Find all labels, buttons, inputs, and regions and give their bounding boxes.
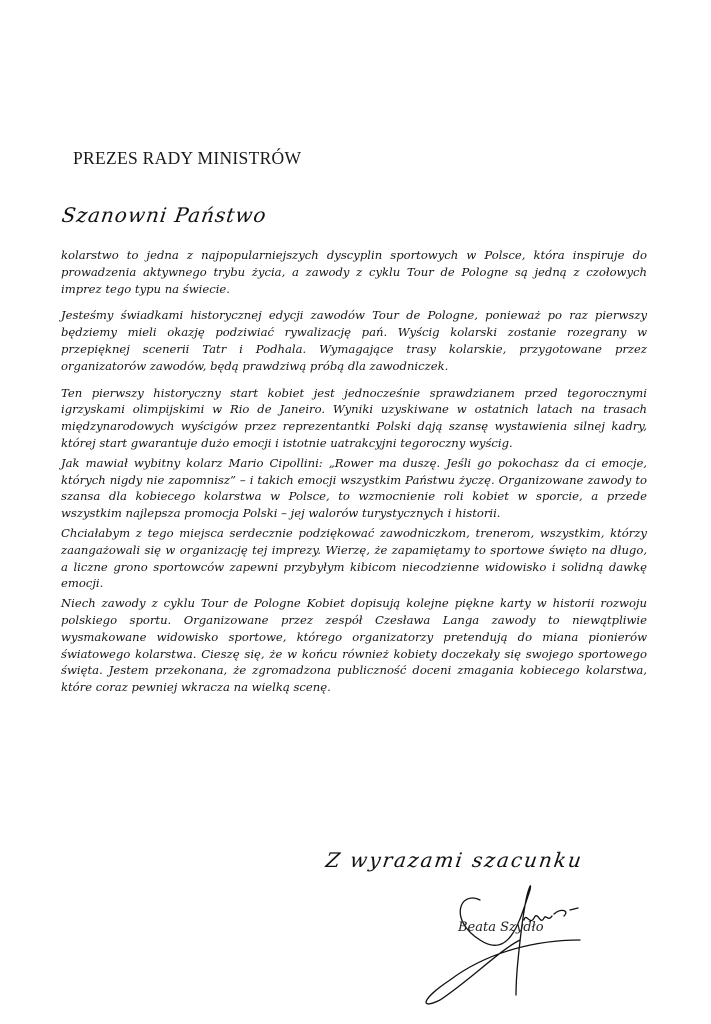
paragraph: Ten pierwszy historyczny start kobiet jest jednocześnie sprawdzianem przed tegorocznymi igrzyskami olimpijskimi w Rio de Janeiro. Wyniki uzyskiwane w ostatnich latach na trasach międzynarodowych wyścigów przez reprezentantki Polski dają szansę wystawienia silnej kadry, której start gwarantuje dużo emocji i istotnie uatrakcyjni tegoroczny wyścig. bbox=[61, 385, 647, 450]
paragraph: Jak mawiał wybitny kolarz Mario Cipollini: „Rower ma duszę. Jeśli go pokochasz da ci emocje, których nigdy nie zapomnisz” – i takich emocji wszystkim Państwu życzę. Organizowane zawody to szansa dla kobiecego kolarstwa w Polsce, to wzmocnienie roli kobiet w sporcie, a przede wszystkim najlepsza promocja Polski – jej walorów turystycznych i historii. bbox=[61, 455, 647, 521]
paragraph: kolarstwo to jedna z najpopularniejszych dyscyplin sportowych w Polsce, która inspiruje do prowadzenia aktywnego trybu życia, a zawody z cyklu Tour de Pologne są jedną z czołowych imprez tego typu na świecie. bbox=[61, 248, 647, 296]
signatory-name: Beata Szydło bbox=[458, 920, 544, 935]
paragraph: Chciałabym z tego miejsca serdecznie podziękować zawodniczkom, trenerom, wszystkim, którzy zaangażowali się w organizację tej imprezy. Wierzę, że zapamiętamy to sportowe święto na długo, a liczne grono sportowców zapewni przybyłym kibicom niecodzienne widowisko i solidną dawkę emocji. bbox=[61, 525, 647, 591]
paragraph: Niech zawody z cyklu Tour de Pologne Kobiet dopisują kolejne piękne karty w historii rozwoju polskiego sportu. Organizowane przez zespół Czesława Langa zawody to niewątpliwie wysmakowane widowisko sportowe, którego organizatorzy pretendują do miana pionierów światowego kolarstwa. Cieszę się, że w końcu również kobiety doczekały się swojego sportowego święta. Jestem przekonana, że zgromadzona publiczność doceni zmagania kobiecego kolarstwa, które coraz pewniej wkracza na wielką scenę. bbox=[61, 596, 647, 695]
signature bbox=[420, 880, 620, 1010]
letter-body bbox=[61, 247, 647, 706]
signature-scribble-icon bbox=[420, 880, 620, 1010]
handwritten-closing: Z wyrazami szacunku bbox=[324, 848, 585, 872]
document-header: PREZES RADY MINISTRÓW bbox=[73, 148, 302, 168]
paragraph: Jesteśmy świadkami historycznej edycji zawodów Tour de Pologne, ponieważ po raz pierwszy będziemy mieli okazję podziwiać rywalizację pań. Wyścig kolarski zostanie rozegrany w przepięknej scenerii Tatr i Podhala. Wymagające trasy kolarskie, przygotowane przez organizatorów zawodów, będą prawdziwą próbą dla zawodniczek. bbox=[61, 308, 647, 373]
handwritten-greeting: Szanowni Państwo bbox=[60, 203, 269, 227]
